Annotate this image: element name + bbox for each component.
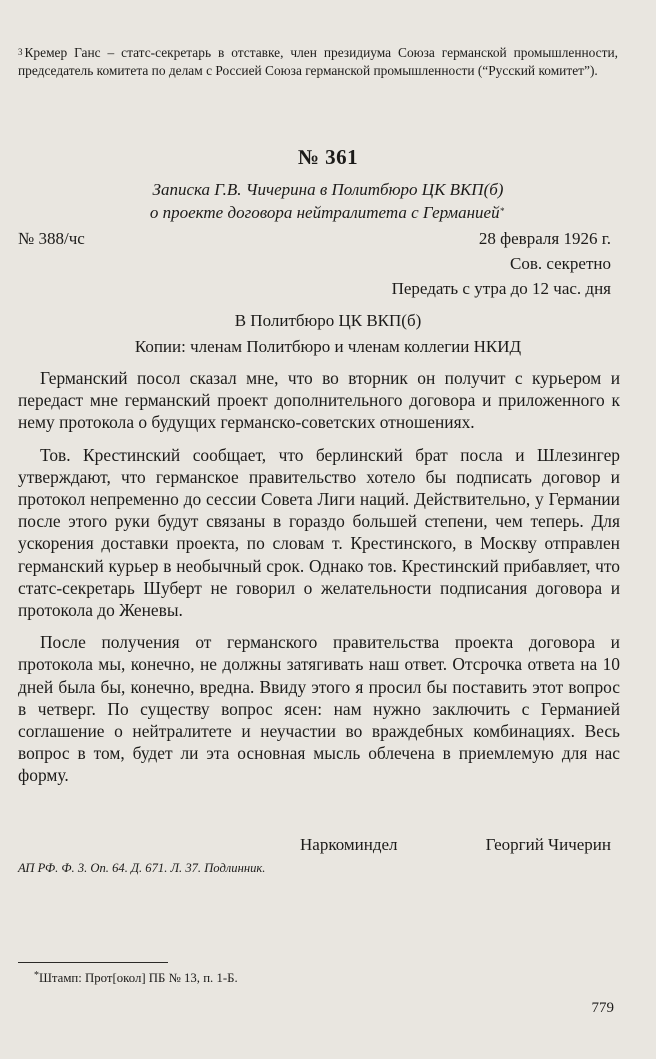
- classification-stamp: Сов. секретно: [510, 254, 611, 273]
- signature-name: Георгий Чичерин: [485, 835, 611, 854]
- addressee: В Политбюро ЦК ВКП(б): [234, 311, 422, 330]
- footnote-bottom-marker: *: [34, 970, 39, 981]
- footnote-text: Кремер Ганс – статс-секретарь в отставке, член президиума Союза германской промышленности, председатель комитета по делам с Россией Союза германской промышленности (“Русский комитет”).: [18, 45, 618, 78]
- paragraph: Тов. Крестинский сообщает, что берлинский брат посла и Шлезингер утверждают, что германское правительство хотело бы подписать договор и протокол непременно до сессии Совета Лиги наций. Действительно, у Германии после этого руки будут связаны в гораздо большей степени, чем теперь. Для ускорения доставки проекта, по словам т. Крестинского, в Москву отправлен германский курьер в необычный срок. Однако тов. Крестинский прибавляет, что статс-секретарь Шуберт не говорил о желательности подписания договора и протокола до Женевы.: [18, 444, 620, 621]
- archive-reference: АП РФ. Ф. 3. Оп. 64. Д. 671. Л. 37. Подлинник.: [18, 861, 266, 875]
- title-footnote-marker: *: [499, 206, 505, 216]
- delivery-instruction: Передать с утра до 12 час. дня: [391, 279, 611, 298]
- page-number: 779: [591, 1000, 614, 1016]
- footnote-bottom: [34, 971, 238, 986]
- document-title-line-1: Записка Г.В. Чичерина в Политбюро ЦК ВКП(б): [152, 180, 504, 199]
- paragraph: Германский посол сказал мне, что во вторник он получит с курьером и передаст мне германский проект дополнительного договора и приложенного к нему протокола о будущих германско-советских отношениях.: [18, 368, 620, 433]
- footnote-top: [18, 44, 618, 80]
- document-number: № 361: [297, 145, 359, 169]
- document-title: [40, 178, 616, 224]
- document-body: [18, 367, 620, 797]
- footnote-marker: 3: [18, 47, 23, 57]
- copies-line: Копии: членам Политбюро и членам коллегии НКИД: [134, 337, 522, 356]
- registration-number: № 388/чс: [18, 229, 85, 248]
- footnote-bottom-text: Штамп: Прот[окол] ПБ № 13, п. 1-Б.: [39, 971, 238, 985]
- document-title-line-2: [40, 201, 616, 224]
- paragraph: После получения от германского правительства проекта договора и протокола мы, конечно, не должны затягивать наш ответ. Отсрочка ответа на 10 дней была бы, конечно, вредна. Ввиду этого я просил бы поставить этот вопрос в четверг. По существу вопрос ясен: нам нужно заключить с Германией соглашение о нейтралитете и неучастии во враждебных комбинациях. Весь вопрос в том, будет ли эта основная мысль облечена в приемлемую для нас форму.: [18, 632, 620, 786]
- signature-title: Наркоминдел: [300, 835, 398, 854]
- document-title-line-2-text: о проекте договора нейтралитета с Германией: [149, 203, 500, 222]
- document-date: 28 февраля 1926 г.: [478, 229, 611, 248]
- footnote-divider: [18, 962, 168, 963]
